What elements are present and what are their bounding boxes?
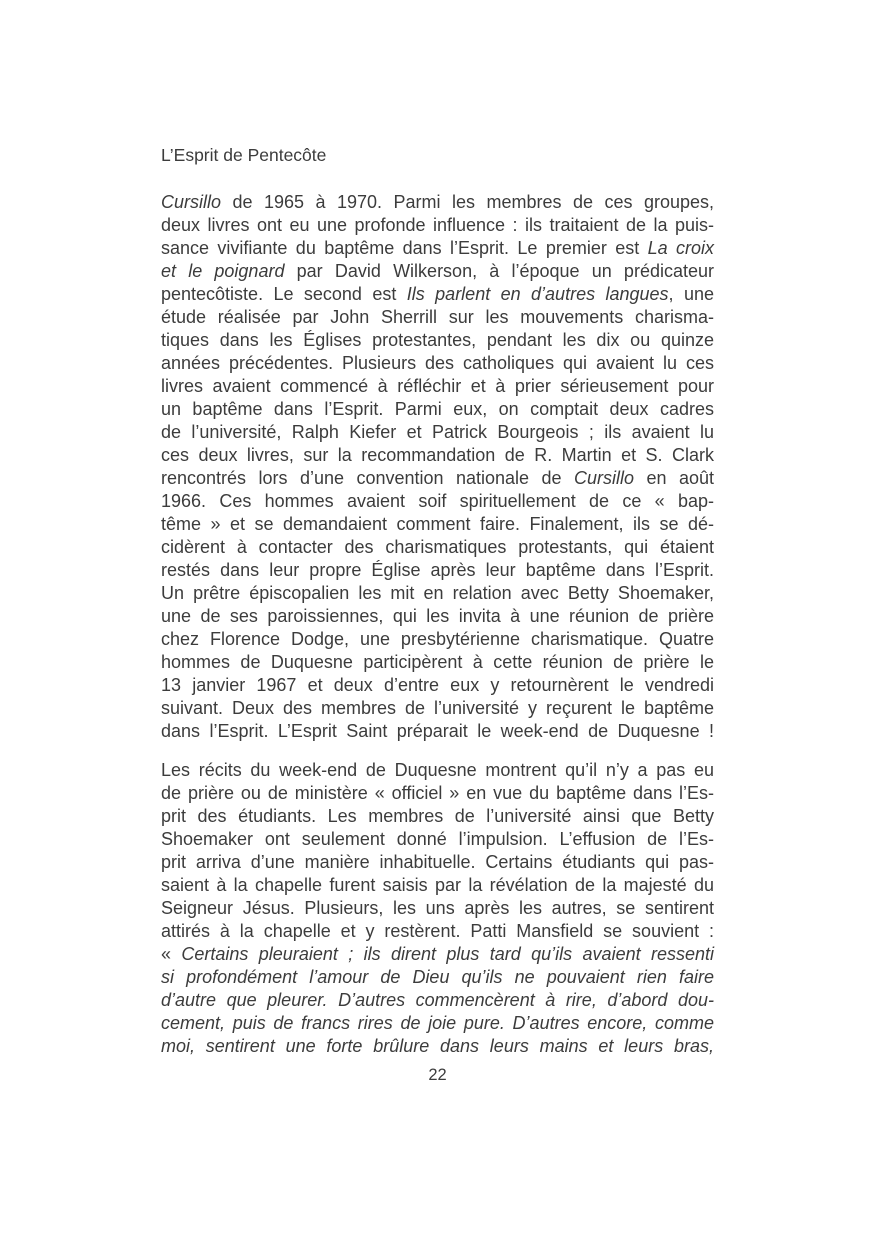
italic-run: Cursillo [574,468,635,488]
text-line [161,1012,714,1035]
text-line [161,559,714,582]
text-run: de 1965 à 1970. Parmi les membres de ces groupes, [221,192,714,212]
text-run: tiques dans les Églises protestantes, pendant les dix ou quinze [161,330,714,350]
text-line [161,214,714,237]
text-line [161,651,714,674]
italic-run: et le poignard [161,261,285,281]
text-run: cidèrent à contacter des charismatiques protestants, qui étaient [161,537,714,557]
text-run: tême » et se demandaient comment faire. Finalement, ils se dé- [161,514,714,534]
text-line [161,283,714,306]
italic-run: si profondément l’amour de Dieu qu’ils ne pouvaient rien faire [161,967,714,987]
text-line [161,444,714,467]
page-number: 22 [428,1066,447,1084]
text-line [161,191,714,214]
text-line [161,920,714,943]
text-line [161,513,714,536]
text-run: années précédentes. Plusieurs des catholiques qui avaient lu ces [161,353,714,373]
paragraph-2 [161,759,714,1058]
text-line [161,467,714,490]
text-line [161,782,714,805]
text-run: deux livres ont eu une profonde influence : ils traitaient de la puis- [161,215,714,235]
text-run: par David Wilkerson, à l’époque un prédicateur [284,261,714,281]
text-run: rencontrés lors d’une convention nationale de [161,468,574,488]
text-run: suivant. Deux des membres de l’université y reçurent le baptême [161,698,714,718]
text-line [161,759,714,782]
text-line [161,490,714,513]
text-line [161,966,714,989]
text-run: dans l’Esprit. L’Esprit Saint préparait le week-end de Duquesne ! [161,721,714,741]
text-line [161,421,714,444]
text-run: « [161,944,182,964]
italic-run: Cursillo [161,192,222,212]
text-run: hommes de Duquesne participèrent à cette réunion de prière le [161,652,714,672]
text-run: un baptême dans l’Esprit. Parmi eux, on comptait deux cadres [161,399,714,419]
text-line [161,805,714,828]
text-run: saient à la chapelle furent saisis par la révélation de la majesté du [161,875,714,895]
text-run: restés dans leur propre Église après leur baptême dans l’Esprit. [161,560,714,580]
text-line [161,828,714,851]
text-line [161,697,714,720]
text-run: en août [634,468,714,488]
running-header: L’Esprit de Pentecôte [161,145,327,165]
text-line [161,989,714,1012]
italic-run: Certains pleuraient ; ils dirent plus tard qu’ils avaient ressenti [181,944,714,964]
text-line [161,897,714,920]
text-run: prit arriva d’une manière inhabituelle. Certains étudiants qui pas- [161,852,714,872]
text-line [161,851,714,874]
text-run: , une [668,284,714,304]
text-line [161,674,714,697]
text-run: étude réalisée par John Sherrill sur les mouvements charisma- [161,307,714,327]
text-line [161,306,714,329]
text-run: Un prêtre épiscopalien les mit en relation avec Betty Shoemaker, [161,583,714,603]
text-run: de prière ou de ministère « officiel » en vue du baptême dans l’Es- [161,783,714,803]
text-line [161,398,714,421]
text-run: de l’université, Ralph Kiefer et Patrick Bourgeois ; ils avaient lu [161,422,714,442]
text-line [161,628,714,651]
text-line [161,260,714,283]
text-run: Les récits du week-end de Duquesne montrent qu’il n’y a pas eu [161,760,714,780]
paragraph-1 [161,191,714,743]
text-line [161,329,714,352]
text-run: pentecôtiste. Le second est [161,284,407,304]
italic-run: Ils parlent en d’autres langues [406,284,669,304]
text-run: prit des étudiants. Les membres de l’université ainsi que Betty [161,806,714,826]
text-run: sance vivifiante du baptême dans l’Esprit. Le premier est [161,238,648,258]
text-run: 1966. Ces hommes avaient soif spirituellement de ce « bap- [161,491,714,511]
text-run: une de ses paroissiennes, qui les invita à une réunion de prière [161,606,714,626]
text-line [161,352,714,375]
italic-run: d’autre que pleurer. D’autres commencèrent à rire, d’abord dou- [161,990,714,1010]
text-run: Seigneur Jésus. Plusieurs, les uns après les autres, se sentirent [161,898,714,918]
text-line [161,375,714,398]
text-line [161,605,714,628]
text-run: attirés à la chapelle et y restèrent. Patti Mansfield se souvient : [161,921,714,941]
text-run: livres avaient commencé à réfléchir et à prier sérieusement pour [161,376,714,396]
text-run: 13 janvier 1967 et deux d’entre eux y retournèrent le vendredi [161,675,714,695]
italic-run: moi, sentirent une forte brûlure dans leurs mains et leurs bras, [161,1036,714,1056]
italic-run: La croix [647,238,714,258]
text-block [161,191,714,1058]
text-line [161,720,714,743]
text-run: chez Florence Dodge, une presbytérienne charismatique. Quatre [161,629,714,649]
text-run: ces deux livres, sur la recommandation de R. Martin et S. Clark [161,445,714,465]
text-line [161,943,714,966]
text-line [161,874,714,897]
text-line [161,582,714,605]
text-run: Shoemaker ont seulement donné l’impulsion. L’effusion de l’Es- [161,829,714,849]
text-line [161,237,714,260]
italic-run: cement, puis de francs rires de joie pure. D’autres encore, comme [161,1013,714,1033]
text-line [161,536,714,559]
text-line [161,1035,714,1058]
